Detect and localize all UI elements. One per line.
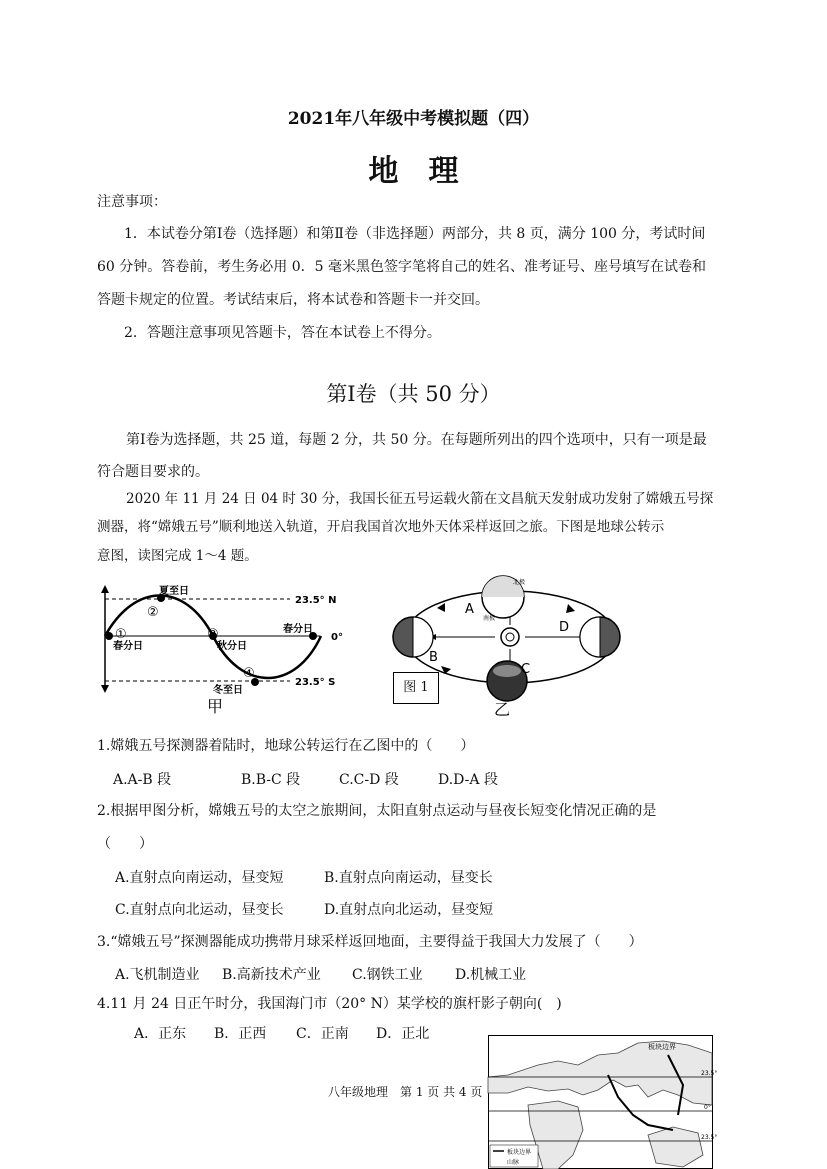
question-4-option-c: C．正南 [296,1026,349,1042]
jia-label-summer: 夏至日 [159,586,189,597]
section-intro-line-2: 符合题目要求的。 [97,464,209,480]
jia-point-spring-start [105,632,113,640]
question-1-stem: 1.嫦娥五号探测器着陆时，地球公转运行在乙图中的（ ） [97,738,475,754]
question-4-option-a: A．正东 [134,1026,187,1042]
jia-label-spring-end: 春分日 [283,624,313,635]
map-lat-south: 23.5° [701,1134,718,1141]
map-legend-boundary: 板块边界 [507,1149,532,1156]
figure-caption-box [393,672,439,704]
yi-label-north-pole: 北极 [513,579,526,586]
question-3-option-a: A.飞机制造业 [115,967,200,983]
map-label: 板块边界 [648,1043,676,1051]
jia-num-1: ① [115,627,127,642]
question-2-stem-line-2: （ ） [97,836,153,852]
notice-heading: 注意事项： [97,194,167,210]
section-intro-line-1: 第Ⅰ卷为选择题，共 25 道，每题 2 分，共 50 分。在每题所列出的四个选项中，只有一项是最 [126,432,707,448]
map-inset [488,1035,718,1169]
yi-label-a: A [465,602,474,617]
yi-figure-label: 乙 [494,700,511,719]
jia-axis-arrow-down [101,685,109,693]
question-1-option-b: B.B-C 段 [241,772,301,788]
question-1-option-a: A.A-B 段 [113,772,172,788]
yi-sun [501,628,519,646]
question-1-option-c: C.C-D 段 [339,772,399,788]
question-2-option-d: D.直射点向北运动，昼变短 [324,902,494,918]
jia-num-2: ② [147,605,159,620]
exam-title: 2021年八年级中考模拟题（四） [287,109,540,129]
jia-label-equator: 0° [331,632,343,643]
jia-num-3: ③ [207,627,219,642]
yi-label-c: C [521,662,531,677]
question-3-option-c: C.钢铁工业 [352,967,423,983]
yi-label-b: B [429,650,438,665]
subject-title: 地理 [368,154,489,189]
notice-item-2: 2．答题注意事项见答题卡，答在本试卷上不得分。 [124,325,441,341]
map-lat-equator: 0° [704,1104,711,1111]
jia-label-23n: 23.5° N [295,595,337,606]
page-footer: 八年级地理 第 1 页 共 4 页 [328,1085,483,1099]
map-legend-mountain: 山脉 [507,1159,520,1166]
passage-line-2: 测器，将“嫦娥五号”顺利地送入轨道，开启我国首次地外天体采样返回之旅。下图是地球公转示 [97,519,665,535]
jia-label-spring-start: 春分日 [113,641,143,652]
jia-label-winter: 冬至日 [213,685,243,696]
section-title: 第Ⅰ卷（共 50 分） [326,382,501,406]
yi-earth-right-lit [580,617,600,657]
notice-item-1-line-3: 答题卡规定的位置。考试结束后，将本试卷和答题卡一并交回。 [97,292,489,308]
map-lat-north: 23.5° [701,1070,718,1077]
passage-line-1: 2020 年 11 月 24 日 04 时 30 分，我国长征五号运载火箭在文昌航天发射成功发射了嫦娥五号探 [126,491,714,507]
yi-orbit-arrow-2 [566,604,575,613]
question-4-option-d: D．正北 [376,1026,430,1042]
jia-num-4: ④ [243,666,255,681]
notice-item-1-line-1: 1．本试卷分第Ⅰ卷（选择题）和第Ⅱ卷（非选择题）两部分，共 8 页，满分 100 分，考试时间 [124,226,706,242]
yi-label-d: D [559,620,570,635]
question-1-option-d: D.D-A 段 [438,772,498,788]
yi-label-south-pole: 南极 [483,615,496,622]
question-2-stem-line-1: 2.根据甲图分析，嫦娥五号的太空之旅期间，太阳直射点运动与昼夜长短变化情况正确的是 [97,803,657,819]
figure-caption: 图 1 [403,680,429,695]
jia-figure-label: 甲 [207,697,224,716]
notice-item-1-line-2: 60 分钟。答卷前，考生务必用 0．5 毫米黑色签字笔将自己的姓名、准考证号、座号填写在试卷和 [97,259,706,275]
question-4-stem: 4.11 月 24 日正午时分，我国海门市（20° N）某学校的旗杆影子朝向( ) [97,996,562,1012]
passage-line-3: 意图，读图完成 1～4 题。 [97,548,258,564]
jia-label-23s: 23.5° S [295,677,336,688]
question-2-option-b: B.直射点向南运动，昼变长 [324,870,493,886]
question-3-option-d: D.机械工业 [455,967,527,983]
figure-jia [95,582,365,717]
question-3-stem: 3.“嫦娥五号”探测器能成功携带月球采样返回地面，主要得益于我国大力发展了（ ） [97,934,643,950]
yi-orbit-arrow-1 [437,603,445,612]
jia-label-autumn: 秋分日 [217,641,247,652]
question-4-option-b: B．正西 [214,1026,267,1042]
yi-earth-bottom-lit [493,665,521,677]
jia-axis-arrow-up [101,585,109,593]
question-3-option-b: B.高新技术产业 [222,967,321,983]
question-2-option-a: A.直射点向南运动，昼变短 [115,870,284,886]
question-2-option-c: C.直射点向北运动，昼变长 [115,902,284,918]
